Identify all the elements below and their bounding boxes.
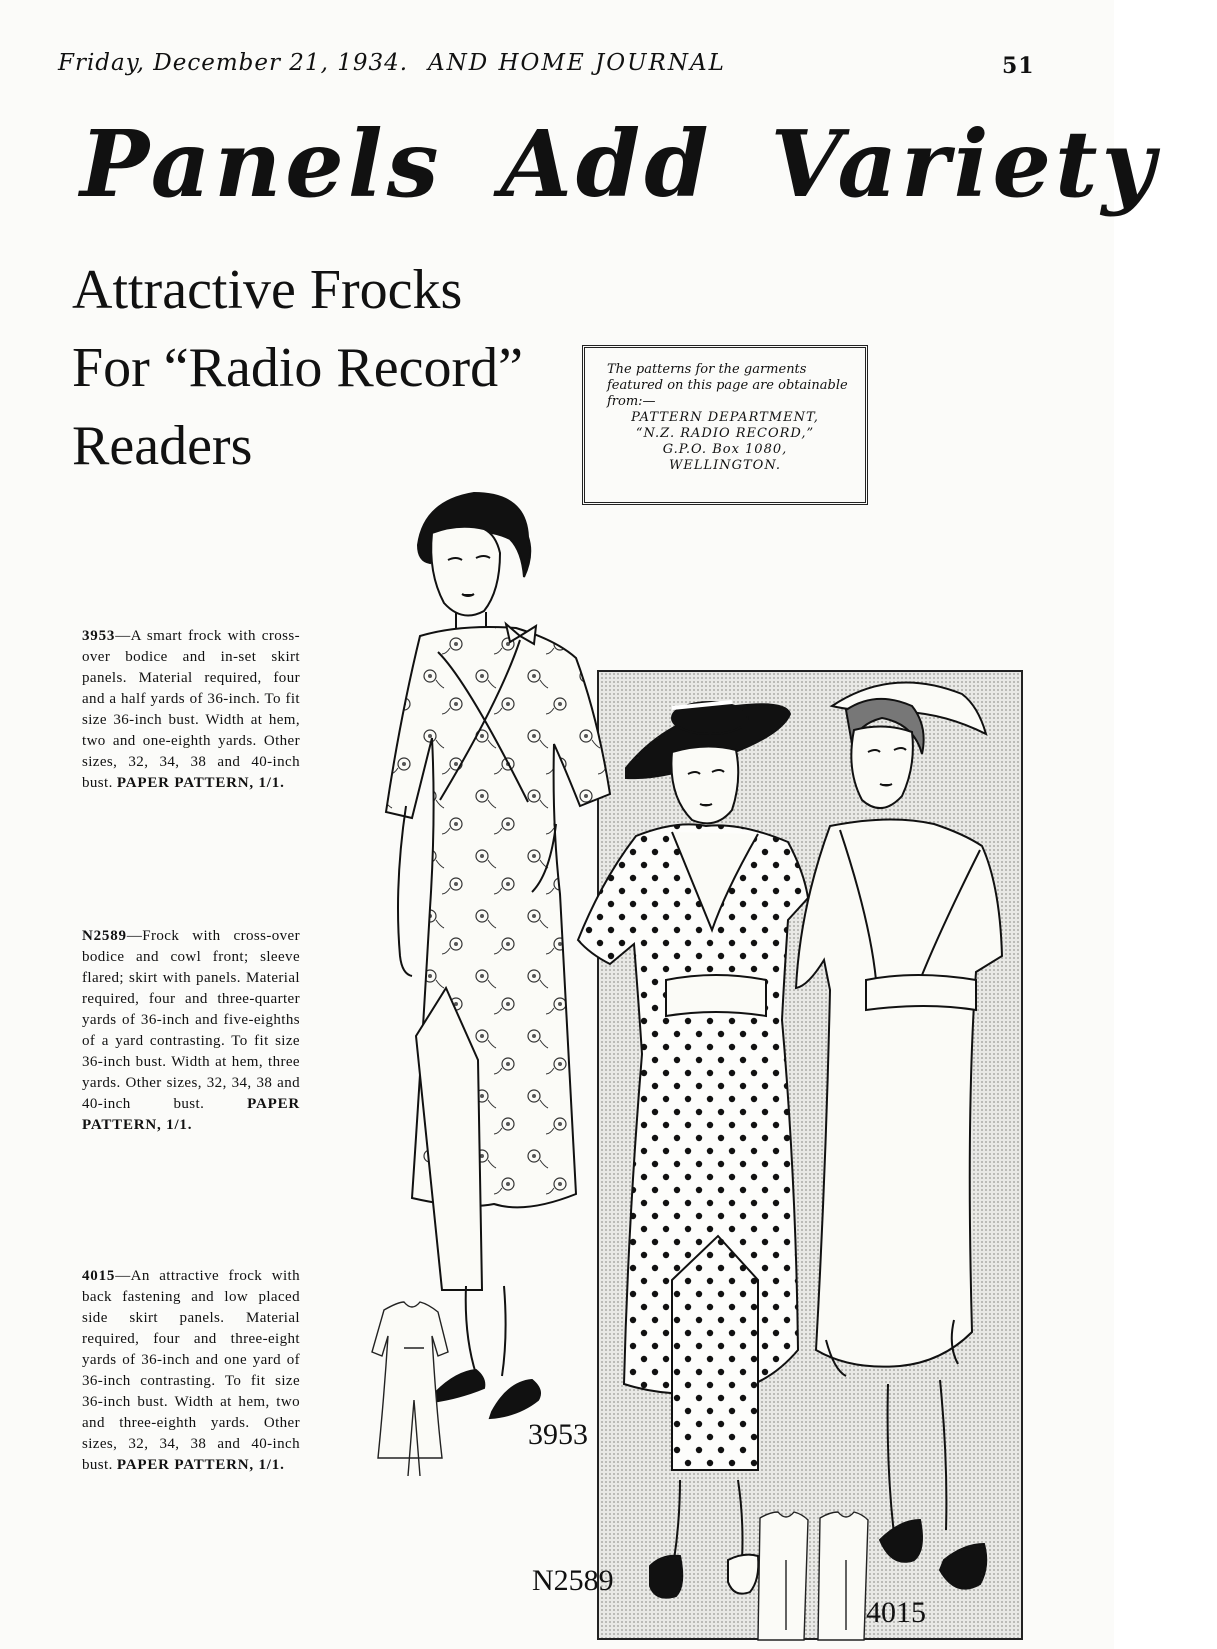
pattern-number: 4015 bbox=[82, 1268, 116, 1284]
pattern-text: —An attractive frock with back fastening and low placed side skirt panels. Material required, four and three-eight yards of 36-inch and one yard of 36-inch contrasting. To fit size 36-inch bust. Width at hem, two and three-eighth yards. Other sizes, 32, 34, 38 and 40-inch bust. bbox=[82, 1268, 300, 1473]
notice-address-line: WELLINGTON. bbox=[668, 458, 782, 473]
notice-address-line: PATTERN DEPARTMENT, bbox=[631, 410, 819, 425]
headline-word: Panels bbox=[80, 110, 443, 218]
page-number: 51 bbox=[1002, 53, 1035, 79]
subheadline-line: For “Radio Record” bbox=[72, 337, 523, 399]
headline-word: Variety bbox=[770, 110, 1159, 218]
pattern-price: PAPER PATTERN, 1/1. bbox=[116, 1457, 285, 1473]
pattern-text: —A smart frock with cross-over bodice and in-set skirt panels. Material required, four and a half yards of 36-inch. To fit size 36-inch bust. Width at hem, two and one-eighth yards. Other sizes, 32, 34, 38 and 40-inch bust. bbox=[82, 628, 300, 791]
pattern-number: 3953 bbox=[82, 628, 116, 644]
subheadline-line: Readers bbox=[72, 415, 253, 477]
pattern-number: N2589 bbox=[82, 928, 127, 944]
notice-intro: The patterns for the garments featured on this page are obtainable from:— bbox=[607, 362, 848, 409]
pattern-text: —Frock with cross-over bodice and cowl front; sleeve flared; skirt with panels. Material required, four and three-quarter yards of 36-inch and five-eighths of a yard contrasting. To fit size 36-inch bust. Width at hem, three yards. Other sizes, 32, 34, 38 and 40-inch bust. bbox=[82, 928, 300, 1112]
headline-word: Add bbox=[500, 110, 713, 218]
issue-date: Friday, December 21, 1934. bbox=[58, 50, 409, 76]
figure-label-4015: 4015 bbox=[866, 1596, 926, 1629]
journal-name: AND HOME JOURNAL bbox=[428, 50, 726, 76]
figure-3953 bbox=[386, 493, 610, 1418]
pattern-price: PAPER PATTERN, 1/1. bbox=[116, 775, 285, 791]
figure-label-n2589: N2589 bbox=[532, 1564, 614, 1597]
notice-address-line: “N.Z. RADIO RECORD,” bbox=[635, 426, 815, 441]
figure-label-3953: 3953 bbox=[528, 1418, 588, 1451]
subheadline-line: Attractive Frocks bbox=[72, 259, 463, 321]
notice-address-line: G.P.O. Box 1080, bbox=[662, 442, 788, 457]
pattern-price: PAPER PATTERN, 1/1. bbox=[82, 1096, 301, 1133]
flat-sketch-3953 bbox=[372, 1302, 448, 1476]
